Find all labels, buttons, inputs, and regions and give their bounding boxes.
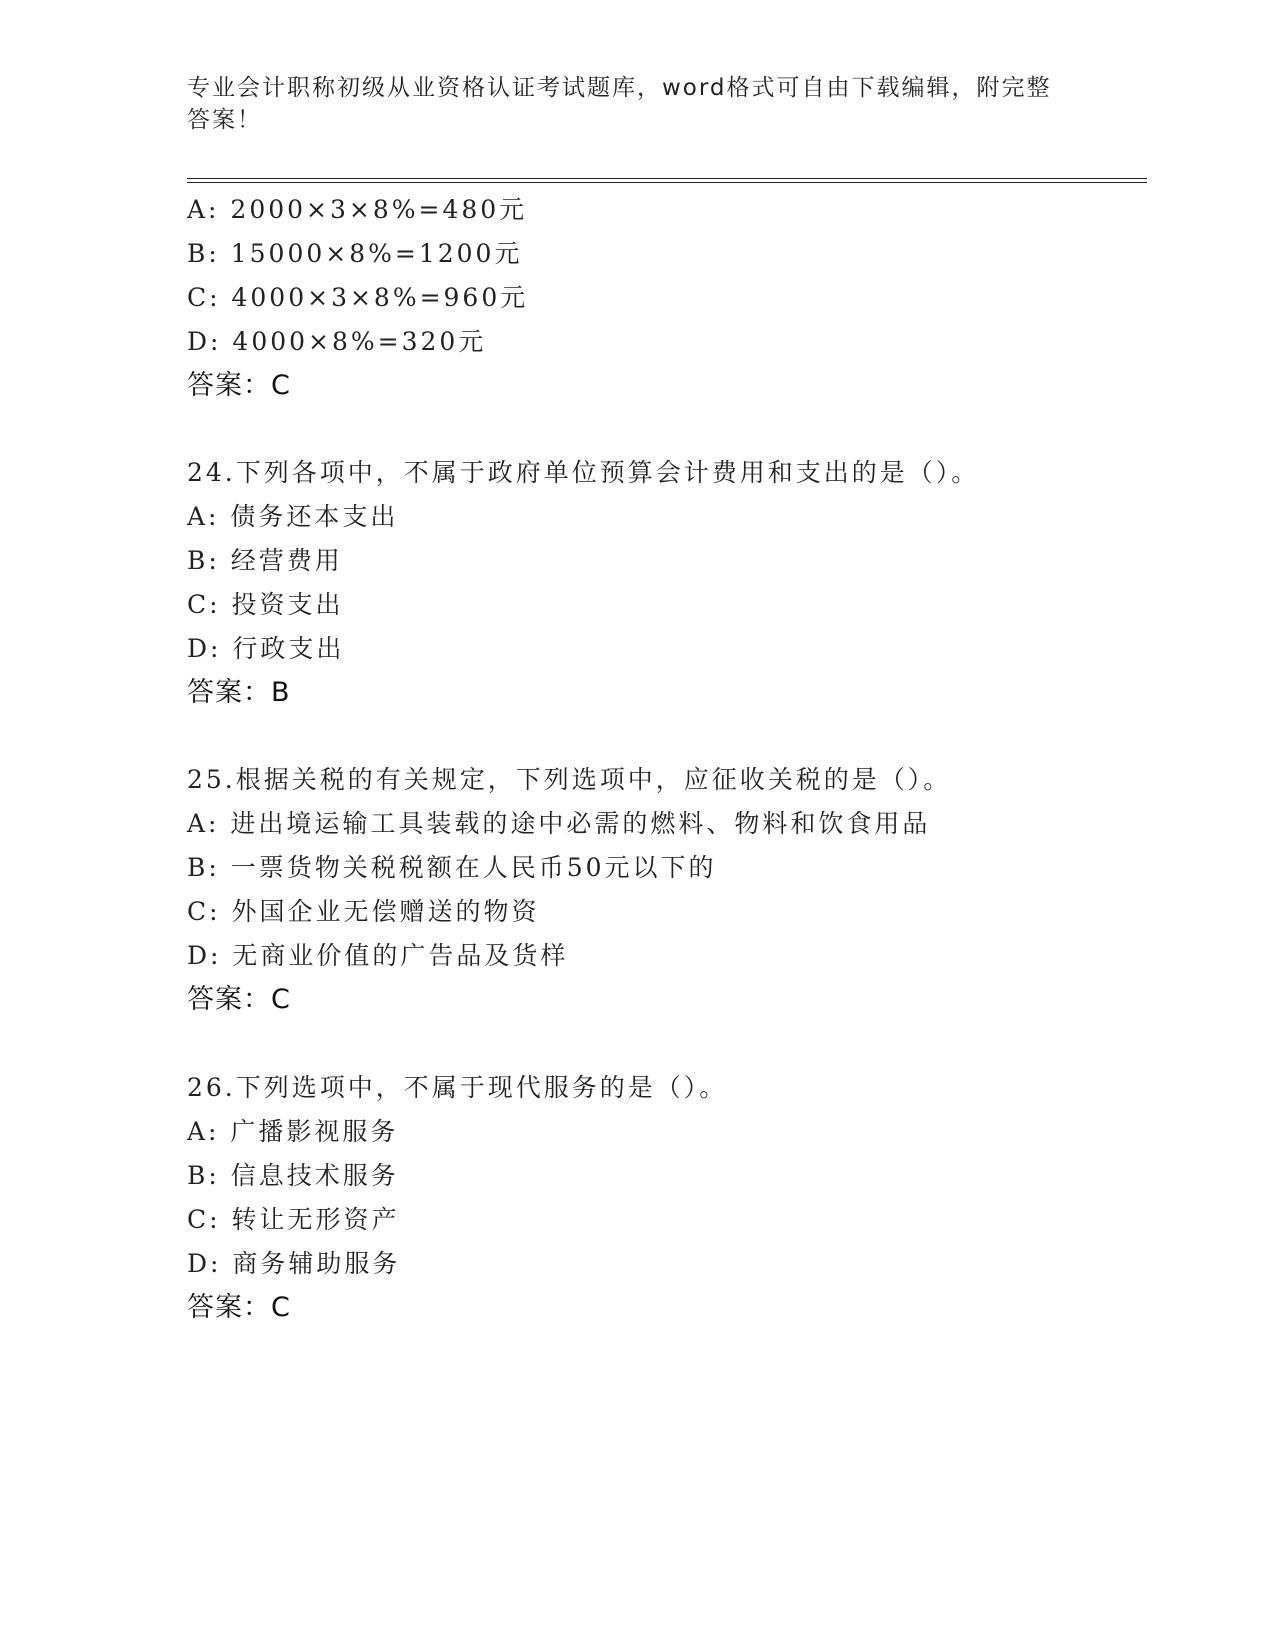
option-a: A: 广播影视服务 bbox=[187, 1117, 399, 1146]
option-a: A: 债务还本支出 bbox=[187, 502, 399, 531]
option-b: B: 经营费用 bbox=[187, 546, 343, 575]
option-d: D: 商务辅助服务 bbox=[187, 1249, 401, 1278]
option-a: A: 2000×3×8%=480元 bbox=[187, 195, 528, 224]
answer-line: 答案：B bbox=[187, 677, 291, 708]
option-d: D: 无商业价值的广告品及货样 bbox=[187, 941, 569, 970]
option-c: C: 外国企业无偿赠送的物资 bbox=[187, 897, 540, 926]
option-d: D: 4000×8%=320元 bbox=[187, 327, 487, 356]
document-header: 专业会计职称初级从业资格认证考试题库，word格式可自由下载编辑，附完整答案！ bbox=[187, 75, 1052, 133]
option-d: D: 行政支出 bbox=[187, 634, 345, 663]
option-c: C: 投资支出 bbox=[187, 590, 344, 619]
question-stem: 26.下列选项中，不属于现代服务的是（）。 bbox=[187, 1073, 728, 1102]
option-a: A: 进出境运输工具装载的途中必需的燃料、物料和饮食用品 bbox=[187, 809, 931, 838]
question-stem: 24.下列各项中，不属于政府单位预算会计费用和支出的是（）。 bbox=[187, 458, 980, 487]
option-b: B: 一票货物关税税额在人民币50元以下的 bbox=[187, 853, 717, 882]
option-b: B: 15000×8%=1200元 bbox=[187, 239, 523, 268]
option-b: B: 信息技术服务 bbox=[187, 1161, 399, 1190]
answer-line: 答案：C bbox=[187, 1292, 291, 1323]
header-divider bbox=[187, 178, 1147, 183]
question-stem: 25.根据关税的有关规定，下列选项中，应征收关税的是（）。 bbox=[187, 765, 952, 794]
option-c: C: 转让无形资产 bbox=[187, 1205, 400, 1234]
answer-line: 答案：C bbox=[187, 370, 291, 401]
option-c: C: 4000×3×8%=960元 bbox=[187, 283, 529, 312]
answer-line: 答案：C bbox=[187, 984, 291, 1015]
